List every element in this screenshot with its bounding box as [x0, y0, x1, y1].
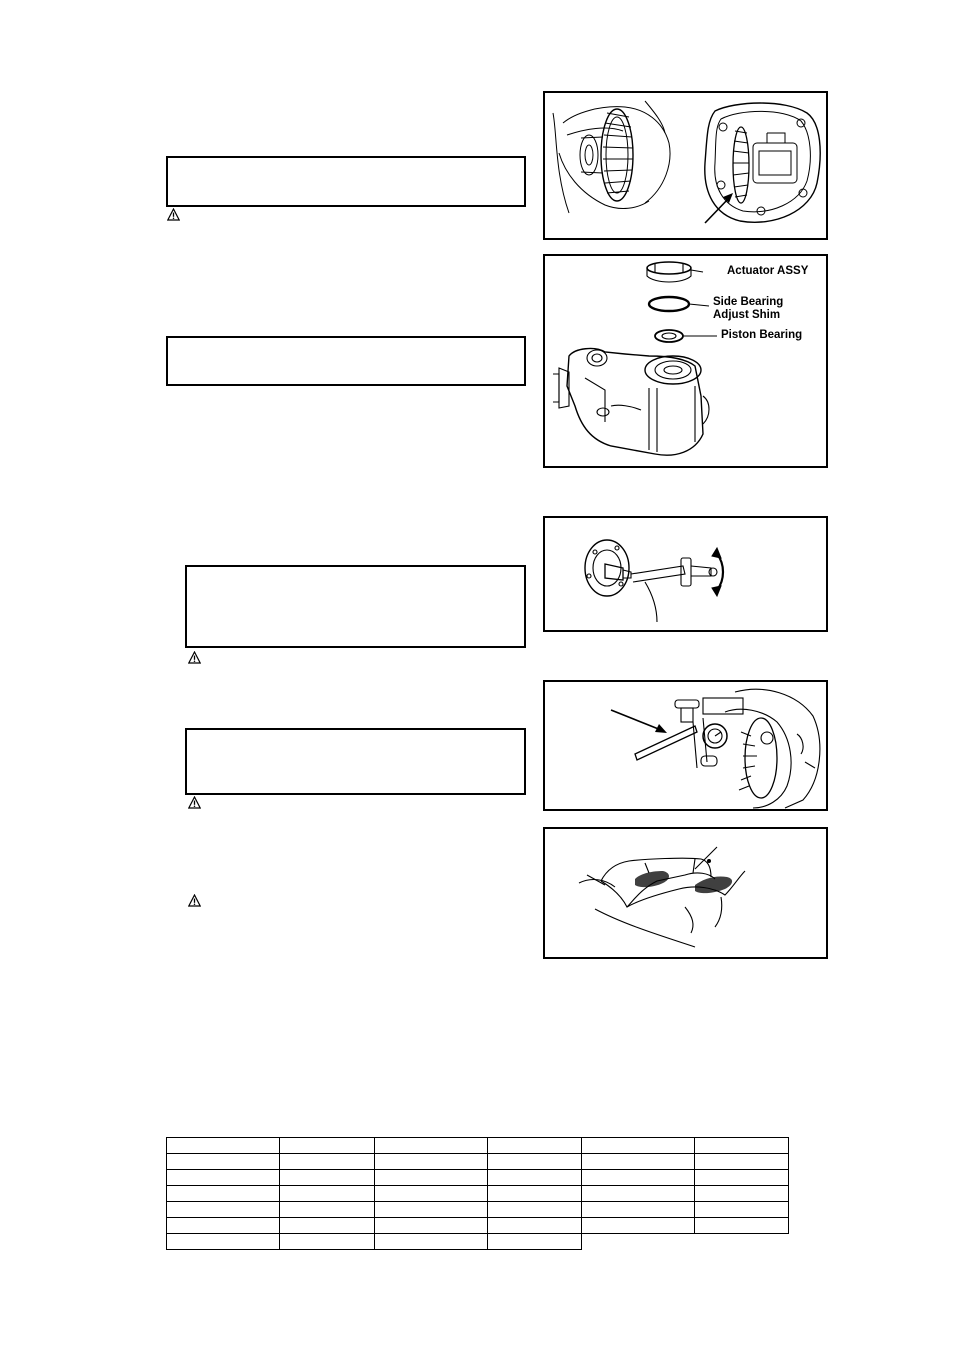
table-cell: [695, 1218, 789, 1234]
figure-tooth-contact: [543, 827, 828, 959]
table-cell: [280, 1218, 375, 1234]
table-row: [167, 1202, 789, 1218]
figure-actuator-assembly: [543, 254, 828, 468]
table-cell: [695, 1186, 789, 1202]
table-cell: [167, 1170, 280, 1186]
table-cell: [582, 1202, 695, 1218]
table-row: [167, 1234, 789, 1250]
label-side-bearing: Side Bearing: [713, 296, 784, 308]
torque-wrench-illustration: [545, 518, 826, 630]
table-cell: [375, 1170, 488, 1186]
figure-ring-gear: [543, 91, 828, 240]
table-cell: [695, 1138, 789, 1154]
table-cell: [488, 1138, 582, 1154]
table-cell: [582, 1170, 695, 1186]
label-adjust-shim: Adjust Shim: [713, 309, 781, 321]
specification-table: [166, 1137, 789, 1250]
spec-box-1: [166, 156, 526, 207]
table-cell: [167, 1218, 280, 1234]
figure-dial-indicator: [543, 680, 828, 811]
table-cell: [280, 1234, 375, 1250]
pointer-arrow-icon: [705, 193, 733, 223]
table-cell: [375, 1138, 488, 1154]
table-cell: [375, 1218, 488, 1234]
warning-triangle-icon: [188, 894, 201, 907]
table-cell: [375, 1202, 488, 1218]
table-row: [167, 1218, 789, 1234]
table-row: [167, 1170, 789, 1186]
ring-gear-illustration: [545, 93, 826, 238]
table-cell: [280, 1186, 375, 1202]
table-cell: [280, 1154, 375, 1170]
warning-triangle-icon: [188, 651, 201, 664]
label-piston-bearing: Piston Bearing: [721, 329, 803, 341]
table-cell: [167, 1202, 280, 1218]
tooth-contact-illustration: [545, 829, 826, 957]
table-cell: [167, 1154, 280, 1170]
spec-box-2: [166, 336, 526, 386]
table-cell: [280, 1202, 375, 1218]
contact-pattern: [635, 871, 732, 893]
table-cell: [375, 1186, 488, 1202]
table-cell: [488, 1202, 582, 1218]
table-row: [167, 1154, 789, 1170]
pointer-arrow-icon: [611, 710, 667, 733]
table-cell: [167, 1138, 280, 1154]
table-row: [167, 1138, 789, 1154]
figure-torque-wrench: [543, 516, 828, 632]
warning-triangle-icon: [188, 796, 201, 809]
table-cell: [488, 1218, 582, 1234]
table-cell: [582, 1186, 695, 1202]
table-cell: [167, 1234, 280, 1250]
table-cell: [695, 1202, 789, 1218]
table-cell: [582, 1138, 695, 1154]
spec-box-3: [185, 565, 526, 648]
table-cell: [280, 1170, 375, 1186]
table-cell: [488, 1234, 582, 1250]
table-cell: [488, 1154, 582, 1170]
label-actuator-assy: Actuator ASSY: [727, 265, 809, 277]
table-row: [167, 1186, 789, 1202]
table-cell: [582, 1154, 695, 1170]
table-cell: [582, 1218, 695, 1234]
spec-box-4: [185, 728, 526, 795]
actuator-assembly-illustration: [545, 256, 826, 466]
table-cell: [280, 1138, 375, 1154]
table-cell: [375, 1234, 488, 1250]
warning-triangle-icon: [167, 208, 180, 221]
table-cell: [375, 1154, 488, 1170]
table-cell: [695, 1170, 789, 1186]
table-cell: [167, 1186, 280, 1202]
table-cell: [488, 1170, 582, 1186]
table-cell: [695, 1154, 789, 1170]
table-cell: [488, 1186, 582, 1202]
dial-indicator-illustration: [545, 682, 826, 809]
